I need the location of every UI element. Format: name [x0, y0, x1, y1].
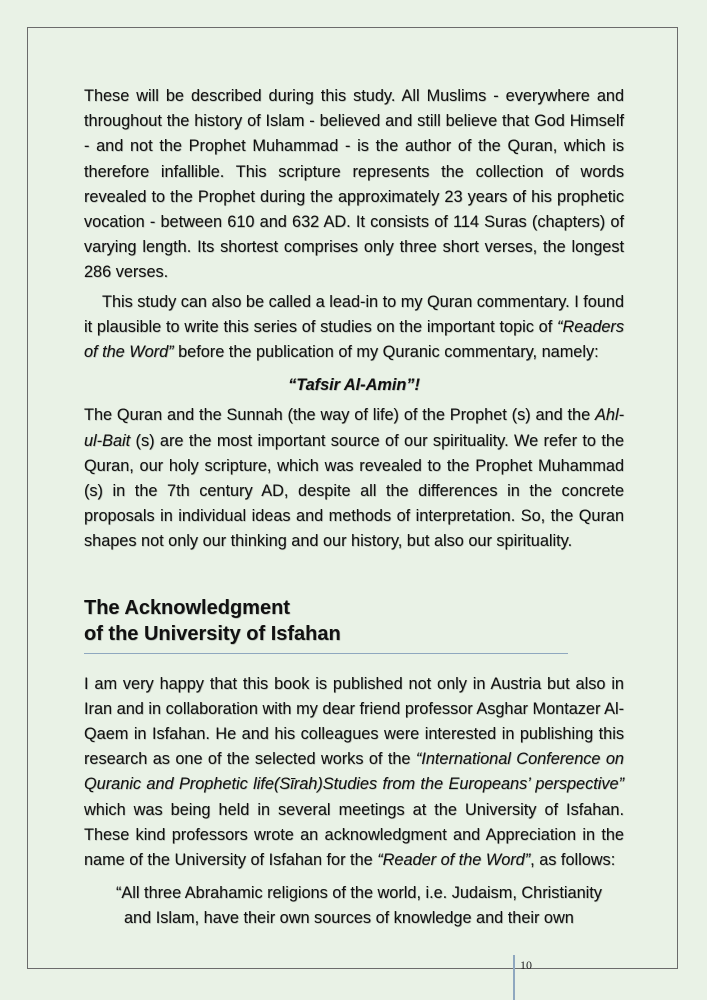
page-number-bar	[513, 955, 515, 1000]
paragraph-spirituality-text-1: The Quran and the Sunnah (the way of life) of the Prophet (s) and the	[84, 406, 596, 425]
readers-of-the-word-italic: “Readers of the Word”	[84, 317, 624, 362]
paragraph-acknowledgment-text-3: , as follows:	[530, 851, 616, 870]
paragraph-spirituality-text-2: (s) are the most important source of our spirituality. We refer to the Quran, our holy scripture, which was revealed to the Prophet Muhammad (s) in the 7th century AD, despite all the differences in the concrete proposals in individual ideas and methods of interpretation. So, the Quran shapes not only our thinking and our history, but also our spirituality.	[84, 431, 624, 551]
tafsir-title: “Tafsir Al-Amin”!	[288, 376, 420, 395]
section-heading-line-2: of the University of Isfahan	[84, 622, 341, 645]
paragraph-intro: These will be described during this study. All Muslims - everywhere and throughout the history of Islam - believed and still believe that God Himself - and not the Prophet Muhammad - is the author of the Quran, which is therefore infallible. This scripture represents the collection of words revealed to the Prophet during the approximately 23 years of his prophetic vocation - between 610 and 632 AD. It consists of 114 Suras (chapters) of varying length. Its shortest comprises only three short verses, the longest 286 verses.	[84, 87, 624, 282]
ahl-ul-bait-italic: Ahl-ul-Bait	[84, 406, 624, 450]
paragraph-lead-in-text-1: This study can also be called a lead-in to my Quran commentary. I found it plausible to write this series of studies on the important topic of	[84, 292, 624, 336]
paragraph-acknowledgment-text-2: which was being held in several meetings at the University of Isfahan. These kind professors wrote an acknowledgment and Appreciation in the name of the University of Isfahan for the	[84, 800, 624, 870]
paragraph-spirituality	[84, 403, 624, 554]
paragraph-acknowledgment	[84, 672, 624, 874]
section-heading-line-1: The Acknowledgment	[84, 596, 290, 619]
paragraph-acknowledgment-text-1: I am very happy that this book is published not only in Austria but also in Iran and in collaboration with my dear friend professor Asghar Montazer Al-Qaem in Isfahan. He and his colleagues were interested in publishing this research as one of the selected works of the	[84, 674, 624, 769]
heading-underline	[84, 653, 568, 654]
reader-of-the-word-italic: “Reader of the Word”	[377, 851, 531, 870]
quote-line-1: “All three Abrahamic religions of the world, i.e. Judaism, Christianity	[116, 884, 602, 903]
conference-name-italic: “International Conference on Quranic and Prophetic life(Sīrah)Studies from the Europeans’ perspective”	[84, 750, 624, 794]
page-content	[84, 84, 624, 932]
section-heading	[84, 595, 624, 650]
paragraph-lead-in-text-2: before the publication of my Quranic commentary, namely:	[173, 343, 599, 362]
paragraph-lead-in	[84, 290, 624, 366]
quote-line-2: and Islam, have their own sources of knowledge and their own	[124, 909, 574, 928]
page-number: 10	[520, 958, 532, 972]
